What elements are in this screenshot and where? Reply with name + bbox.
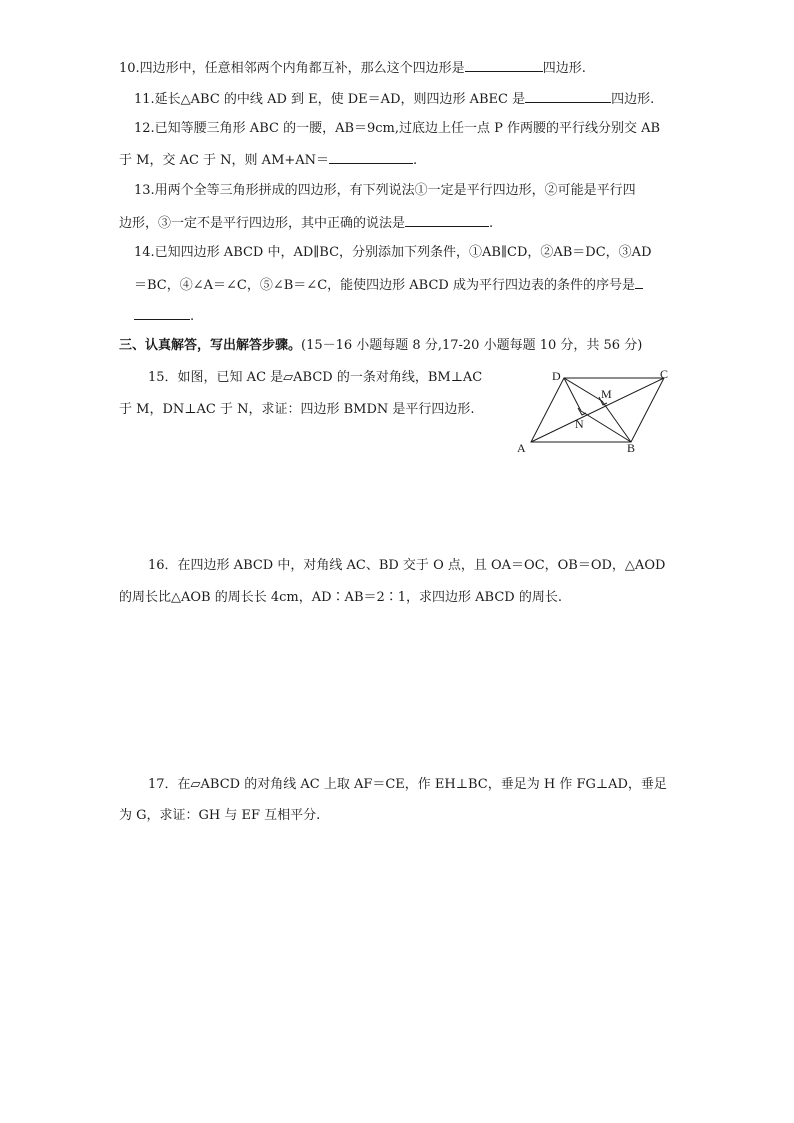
section-3-title: 三、认真解答，写出解答步骤。 xyxy=(119,338,302,353)
question-12-line-1: 12.已知等腰三角形 ABC 的一腰，AB＝9cm,过底边上任一点 P 作两腰的平行线分别交 AB xyxy=(134,121,661,136)
section-3-heading xyxy=(119,337,642,355)
figure-label-n: N xyxy=(575,417,584,431)
question-12-line-2 xyxy=(119,150,417,170)
question-10-text: 10.四边形中，任意相邻两个内角都互补，那么这个四边形是 xyxy=(119,61,465,76)
figure-label-c: C xyxy=(660,367,669,381)
question-13-line-2 xyxy=(119,213,493,233)
question-12-suffix: . xyxy=(413,153,418,168)
question-11 xyxy=(134,89,654,109)
figure-label-d: D xyxy=(552,369,561,383)
question-11-text: 11.延长△ABC 的中线 AD 到 E，使 DE＝AD，则四边形 ABEC 是 xyxy=(134,92,526,107)
diagonal-ac xyxy=(531,378,664,442)
question-13-suffix: . xyxy=(489,216,494,231)
question-17-line-2: 为 G，求证：GH 与 EF 互相平分. xyxy=(119,808,321,823)
question-16-line-2: 的周长比△AOB 的周长长 4cm，AD∶AB＝2∶1，求四边形 ABCD 的周长. xyxy=(119,590,562,605)
question-14-text: ＝BC，④∠A＝∠C，⑤∠B＝∠C，能使四边形 ABCD 成为平行四边表的条件的序号是 xyxy=(134,278,635,293)
parallelogram-figure xyxy=(510,367,690,457)
question-11-suffix: 四边形. xyxy=(611,92,655,107)
question-13-line-1: 13.用两个全等三角形拼成的四边形，有下列说法①一定是平行四边形，②可能是平行四 xyxy=(134,183,636,198)
segment-bm xyxy=(602,401,631,442)
figure-label-b: B xyxy=(627,441,636,455)
answer-blank-14-start[interactable] xyxy=(635,275,643,289)
section-3-note: (15－16 小题每题 8 分,17-20 小题每题 10 分，共 56 分) xyxy=(301,338,643,353)
figure-label-a: A xyxy=(517,441,526,455)
question-15-line-1: 15．如图，已知 AC 是▱ABCD 的一条对角线，BM⊥AC xyxy=(148,370,483,385)
answer-blank-14[interactable] xyxy=(134,306,190,320)
answer-blank-13[interactable] xyxy=(405,213,489,227)
question-14-line-1: 14.已知四边形 ABCD 中，AD∥BC，分别添加下列条件，①AB∥CD，②AB＝DC，③AD xyxy=(134,245,652,260)
question-10-suffix: 四边形. xyxy=(542,61,586,76)
question-17-line-1: 17．在▱ABCD 的对角线 AC 上取 AF＝CE，作 EH⊥BC，垂足为 H 作 FG⊥AD，垂足 xyxy=(148,777,667,792)
question-14-line-3 xyxy=(134,306,194,326)
question-14-suffix: . xyxy=(190,309,195,324)
question-14-line-2 xyxy=(134,275,643,295)
segment-bn xyxy=(581,411,631,442)
question-10 xyxy=(119,58,586,78)
question-16-line-1: 16．在四边形 ABCD 中，对角线 AC、BD 交于 O 点，且 OA＝OC，OB＝OD，△AOD xyxy=(148,558,666,573)
answer-blank-11[interactable] xyxy=(525,89,611,103)
answer-blank-12[interactable] xyxy=(329,150,413,164)
question-12-text: 于 M，交 AC 于 N，则 AM+AN＝ xyxy=(119,153,330,168)
answer-blank-10[interactable] xyxy=(465,58,543,72)
figure-label-m: M xyxy=(601,387,612,401)
question-13-text: 边形，③一定不是平行四边形，其中正确的说法是 xyxy=(119,216,406,231)
question-15-line-2: 于 M，DN⊥AC 于 N，求证：四边形 BMDN 是平行四边形. xyxy=(119,402,475,417)
